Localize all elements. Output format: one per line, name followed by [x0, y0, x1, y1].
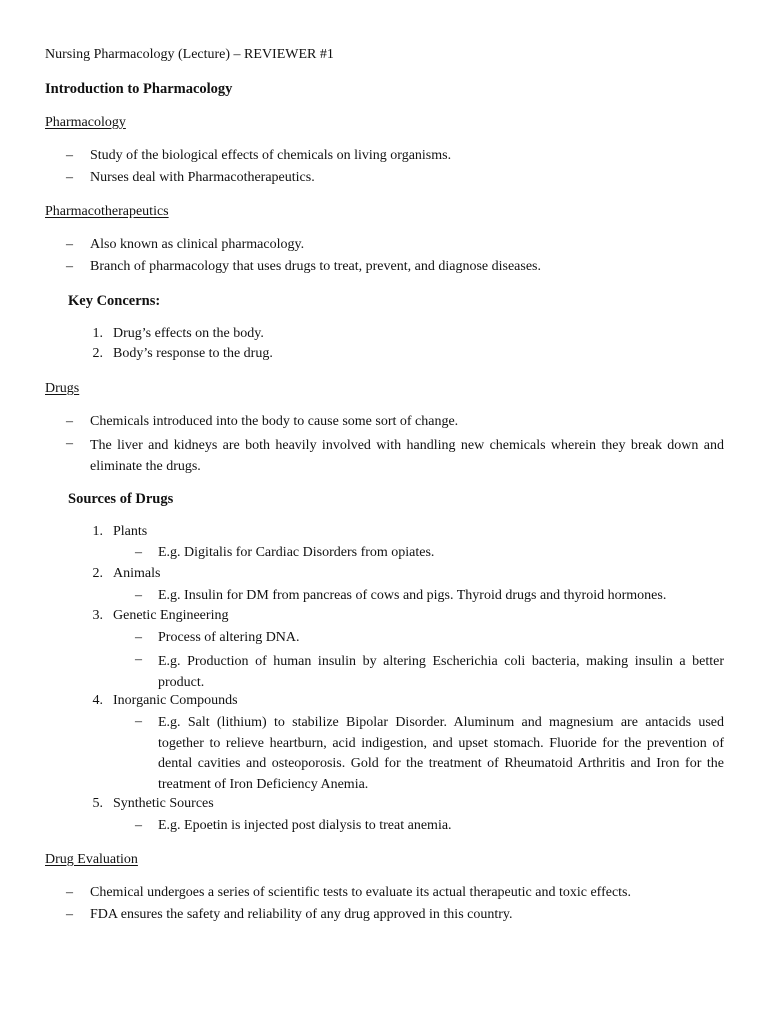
list-item: Branch of pharmacology that uses drugs to treat, prevent, and diagnose diseases.: [90, 259, 541, 274]
dash-bullet: –: [66, 907, 73, 922]
list-number: 2.: [92, 346, 103, 361]
list-item: Chemical undergoes a series of scientific tests to evaluate its actual therapeutic and toxic effects.: [90, 885, 632, 900]
dash-bullet: –: [66, 436, 73, 451]
list-item: The liver and kidneys are both heavily involved with handling new chemicals wherein they break down and eliminate the drugs.: [90, 438, 724, 474]
list-item: Genetic Engineering: [113, 608, 229, 623]
list-item: Chemicals introduced into the body to cause some sort of change.: [90, 414, 459, 429]
dash-bullet: –: [66, 414, 73, 429]
document-title: Introduction to Pharmacology: [45, 81, 233, 97]
list-number: 1.: [92, 524, 103, 539]
dash-bullet: –: [135, 630, 142, 645]
dash-bullet: –: [135, 545, 142, 560]
list-item: FDA ensures the safety and reliability of any drug approved in this country.: [90, 907, 513, 922]
dash-bullet: –: [66, 885, 73, 900]
dash-bullet: –: [135, 588, 142, 603]
sub-list-item: Process of altering DNA.: [158, 630, 300, 645]
list-item: Animals: [113, 566, 161, 581]
dash-bullet: –: [66, 170, 73, 185]
subheading-sources-of-drugs: Sources of Drugs: [68, 491, 174, 507]
list-item: Also known as clinical pharmacology.: [90, 237, 305, 252]
section-heading-pharmacology: Pharmacology: [45, 115, 126, 130]
list-item: Synthetic Sources: [113, 796, 214, 811]
list-item: Inorganic Compounds: [113, 693, 238, 708]
sub-list-item: E.g. Digitalis for Cardiac Disorders from opiates.: [158, 545, 435, 560]
sub-list-item: E.g. Insulin for DM from pancreas of cows and pigs. Thyroid drugs and thyroid hormones.: [158, 588, 667, 603]
sub-list-item: E.g. Production of human insulin by altering Escherichia coli bacteria, making insulin a better product.: [158, 654, 724, 690]
list-number: 1.: [92, 326, 103, 341]
document-header: Nursing Pharmacology (Lecture) – REVIEWER #1: [45, 47, 334, 62]
list-item: Body’s response to the drug.: [113, 346, 273, 361]
list-number: 5.: [92, 796, 103, 811]
section-heading-drug-evaluation: Drug Evaluation: [45, 852, 138, 867]
list-number: 3.: [92, 608, 103, 623]
dash-bullet: –: [135, 714, 142, 729]
dash-bullet: –: [66, 259, 73, 274]
section-heading-drugs: Drugs: [45, 381, 80, 396]
dash-bullet: –: [135, 818, 142, 833]
subheading-key-concerns: Key Concerns:: [68, 293, 161, 309]
dash-bullet: –: [66, 237, 73, 252]
section-heading-pharmacotherapeutics: Pharmacotherapeutics: [45, 204, 169, 219]
list-item: Nurses deal with Pharmacotherapeutics.: [90, 170, 315, 185]
sub-list-item: E.g. Salt (lithium) to stabilize Bipolar Disorder. Aluminum and magnesium are antacids used together to relieve heartburn, acid indigestion, and upset stomach. Fluoride for the prevention of dental cavities and osteoporosis. Gold for the treatment of Rheumatoid Arthritis and Iron for the treatment of Iron Deficiency Anemia.: [158, 715, 724, 792]
list-number: 4.: [92, 693, 103, 708]
list-item: Plants: [113, 524, 148, 539]
list-item: Drug’s effects on the body.: [113, 326, 264, 341]
dash-bullet: –: [66, 148, 73, 163]
list-item: Study of the biological effects of chemicals on living organisms.: [90, 148, 452, 163]
dash-bullet: –: [135, 652, 142, 667]
list-number: 2.: [92, 566, 103, 581]
sub-list-item: E.g. Epoetin is injected post dialysis to treat anemia.: [158, 818, 452, 833]
